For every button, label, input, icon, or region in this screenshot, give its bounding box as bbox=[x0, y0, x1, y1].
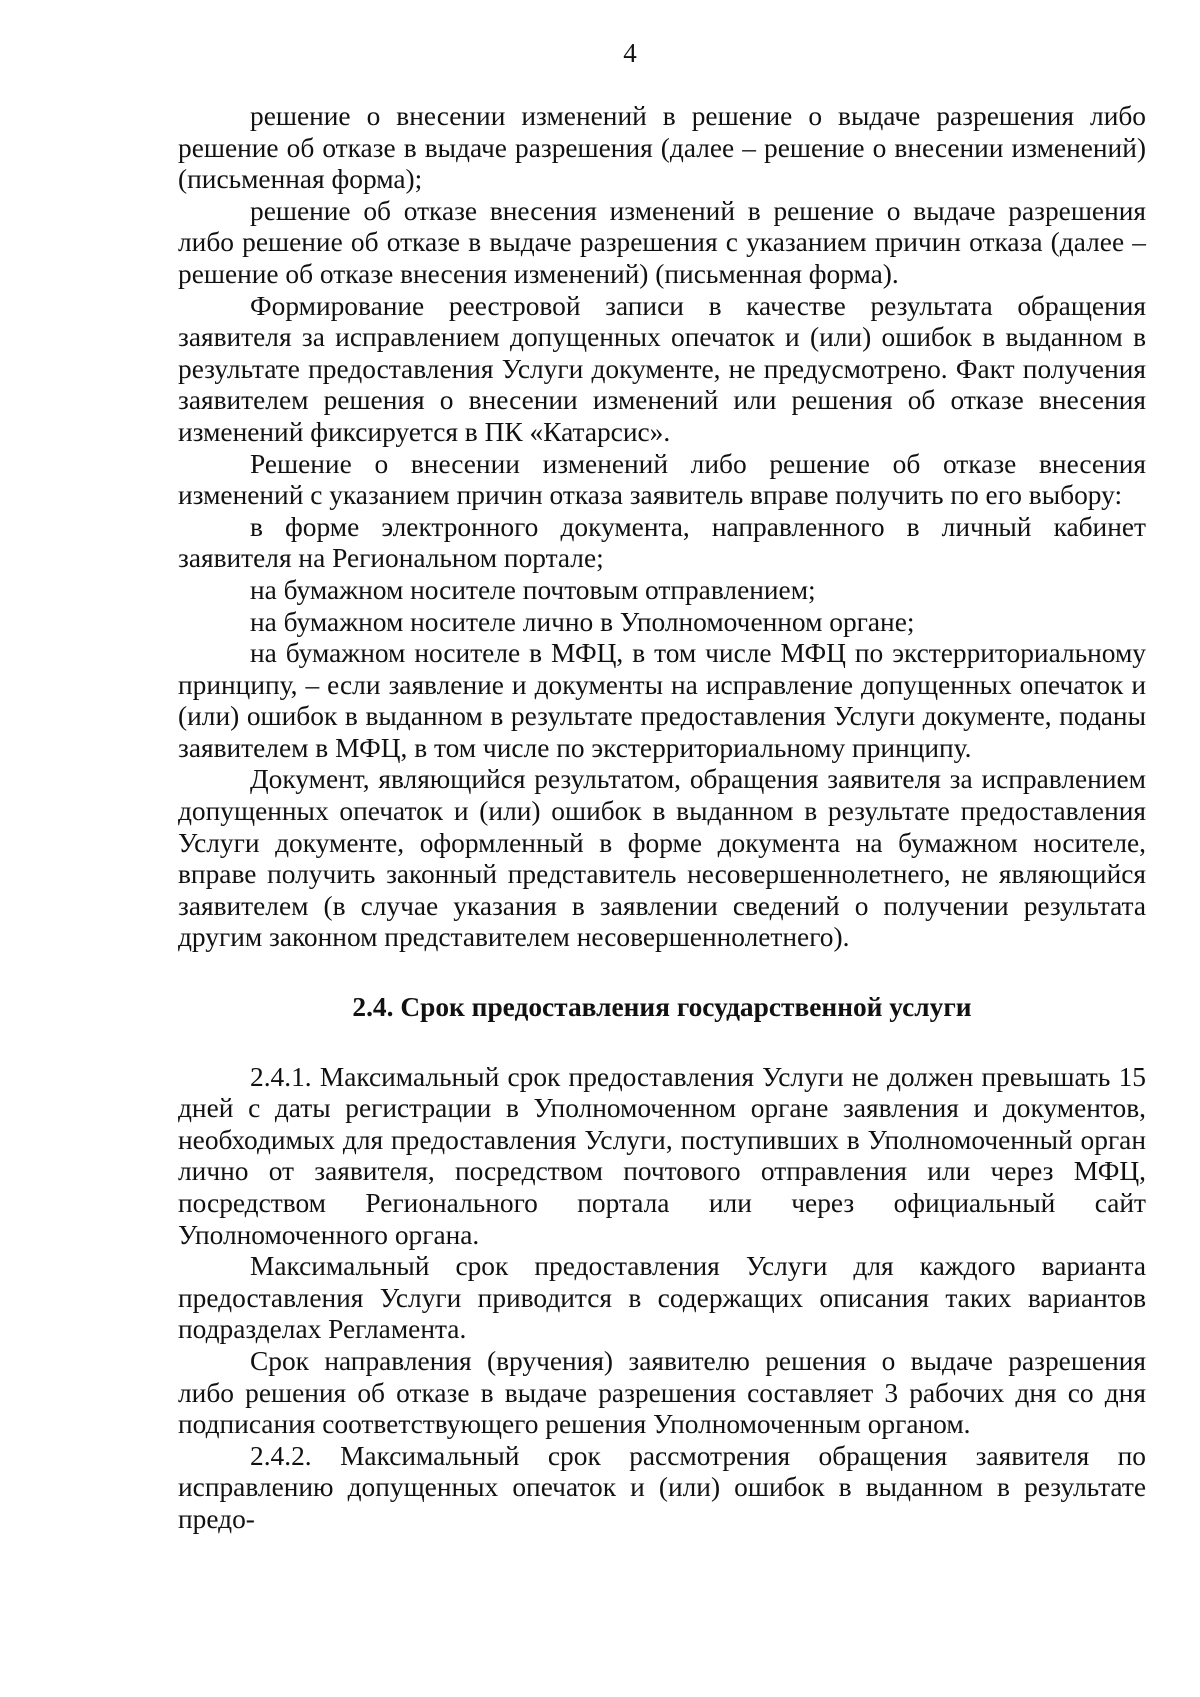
paragraph: решение о внесении изменений в решение о выдаче разрешения либо решение об отказе в выдаче разрешения (далее – решение о внесении изменений) (письменная форма); bbox=[178, 101, 1146, 195]
list-item-paragraph: на бумажном носителе в МФЦ, в том числе МФЦ по экстерриториальному принципу, – если заявление и документы на исправление допущенных опечаток и (или) ошибок в выданном в результате предоставления Услуги документе, поданы заявителем в МФЦ, в том числе по экстерриториальному принципу. bbox=[178, 638, 1146, 763]
paragraph: Решение о внесении изменений либо решение об отказе внесения изменений с указанием причин отказа заявитель вправе получить по его выбору: bbox=[178, 448, 1146, 511]
paragraph: Формирование реестровой записи в качестве результата обращения заявителя за исправлением допущенных опечаток и (или) ошибок в выданном в результате предоставления Услуги документе, не предусмотрено. Факт получения заявителем решения о внесении изменений или решения об отказе внесения изменений фиксируется в ПК «Катарсис». bbox=[178, 290, 1146, 447]
document-body bbox=[178, 101, 1146, 1536]
paragraph: 2.4.2. Максимальный срок рассмотрения обращения заявителя по исправлению допущенных опечаток и (или) ошибок в выданном в результате предо- bbox=[178, 1440, 1146, 1534]
list-item-paragraph: на бумажном носителе почтовым отправлением; bbox=[250, 574, 816, 605]
paragraph: Документ, являющийся результатом, обращения заявителя за исправлением допущенных опечаток и (или) ошибок в выданном в результате предоставления Услуги документе, оформленный в форме документа на бумажном носителе, вправе получить законный представитель несовершеннолетнего, не являющийся заявителем (в случае указания в заявлении сведений о получении результата другим законном представителем несовершеннолетнего). bbox=[178, 764, 1146, 953]
section-heading: 2.4. Срок предоставления государственной услуги bbox=[352, 992, 972, 1023]
list-item-paragraph: в форме электронного документа, направленного в личный кабинет заявителя на Региональном портале; bbox=[178, 511, 1146, 574]
page-number: 4 bbox=[623, 38, 637, 68]
paragraph: решение об отказе внесения изменений в решение о выдаче разрешения либо решение об отказе в выдаче разрешения с указанием причин отказа (далее – решение об отказе внесения изменений) (письменная форма). bbox=[178, 195, 1146, 289]
paragraph: Срок направления (вручения) заявителю решения о выдаче разрешения либо решения об отказе в выдаче разрешения составляет 3 рабочих дня со дня подписания соответствующего решения Уполномоченным органом. bbox=[178, 1345, 1146, 1440]
list-item-paragraph: на бумажном носителе лично в Уполномоченном органе; bbox=[250, 606, 915, 637]
paragraph: 2.4.1. Максимальный срок предоставления Услуги не должен превышать 15 дней с даты регистрации в Уполномоченном органе заявления и документов, необходимых для предоставления Услуги, поступивших в Уполномоченный орган лично от заявителя, посредством почтового отправления или через МФЦ, посредством Регионального портала или через официальный сайт Уполномоченного органа. bbox=[178, 1061, 1146, 1250]
paragraph: Максимальный срок предоставления Услуги для каждого варианта предоставления Услуги приводится в содержащих описания таких вариантов подразделах Регламента. bbox=[178, 1251, 1146, 1345]
